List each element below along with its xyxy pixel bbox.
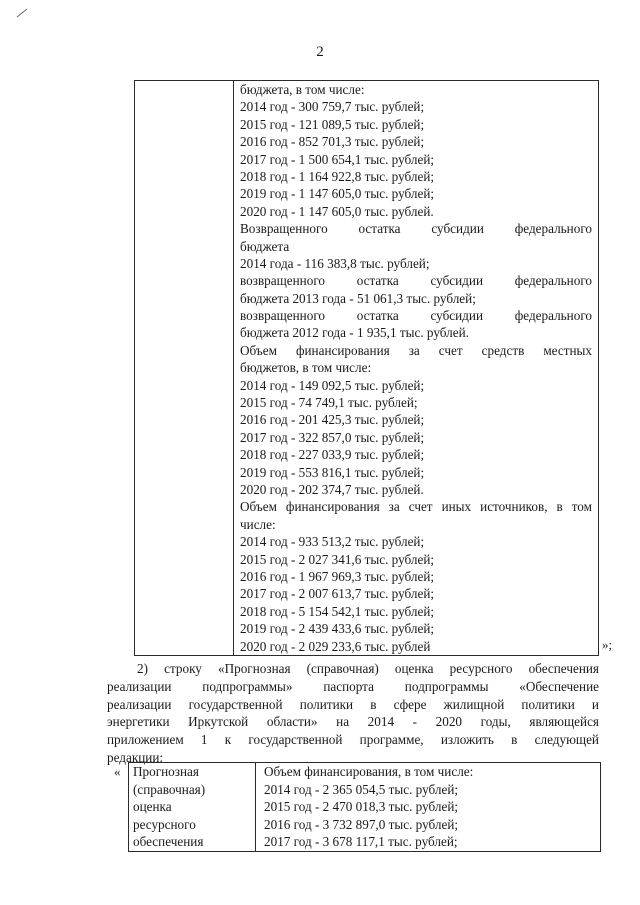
closing-quote-mark: »;	[602, 637, 613, 652]
paragraph-line: реализации подпрограммы» паспорта подпрограммы «Обеспечение	[107, 678, 599, 694]
page-number: 2	[316, 44, 324, 60]
financing-line: 2018 год - 5 154 542,1 тыс. рублей;	[240, 603, 435, 619]
financing-table-label-cell	[135, 81, 234, 656]
forecast-label-line: обеспечения	[133, 834, 204, 850]
forecast-table-label-cell	[129, 763, 256, 852]
forecast-table-content-cell	[256, 763, 601, 852]
financing-line: 2020 год - 202 374,7 тыс. рублей.	[240, 481, 424, 497]
financing-line: бюджетов, в том числе:	[240, 360, 372, 376]
paragraph-line: 2) строку «Прогнозная (справочная) оценка ресурсного обеспечения	[137, 661, 599, 676]
financing-line: 2014 года - 116 383,8 тыс. рублей;	[240, 255, 430, 271]
financing-line: числе:	[240, 516, 276, 532]
financing-line: возвращенного остатка субсидии федерального	[240, 273, 592, 289]
financing-line: бюджета, в том числе:	[240, 82, 365, 97]
financing-line: 2015 год - 74 749,1 тыс. рублей;	[240, 395, 418, 411]
forecast-value-line: 2017 год - 3 678 117,1 тыс. рублей;	[264, 834, 458, 850]
financing-line: Объем финансирования за счет иных источников, в том	[240, 499, 592, 515]
forecast-label-line: Прогнозная	[133, 764, 199, 779]
forecast-value-line: 2014 год - 2 365 054,5 тыс. рублей;	[264, 781, 459, 797]
amendment-paragraph	[107, 660, 599, 767]
financing-line: 2019 год - 553 816,1 тыс. рублей;	[240, 464, 425, 480]
financing-line: 2014 год - 933 513,2 тыс. рублей;	[240, 534, 425, 550]
paragraph-line: реализации государственной политики в сфере жилищной политики и	[107, 696, 599, 712]
financing-line: возвращенного остатка субсидии федерального	[240, 308, 592, 324]
financing-line: 2019 год - 2 439 433,6 тыс. рублей;	[240, 621, 435, 637]
financing-line: 2018 год - 1 164 922,8 тыс. рублей;	[240, 168, 435, 184]
forecast-value-line: 2015 год - 2 470 018,3 тыс. рублей;	[264, 799, 459, 815]
financing-line: 2016 год - 852 701,3 тыс. рублей;	[240, 134, 425, 150]
paragraph-line: редакции:	[107, 749, 164, 765]
financing-line: 2015 год - 121 089,5 тыс. рублей;	[240, 116, 425, 132]
forecast-label-line: оценка	[133, 799, 172, 815]
financing-line: 2016 год - 201 425,3 тыс. рублей;	[240, 412, 425, 428]
scan-mark	[16, 8, 28, 18]
forecast-table	[128, 762, 601, 852]
financing-line: 2020 год - 1 147 605,0 тыс. рублей.	[240, 203, 434, 219]
financing-line: 2014 год - 149 092,5 тыс. рублей;	[240, 377, 425, 393]
paragraph-line: приложением 1 к государственной программе, изложить в следующей	[107, 732, 599, 748]
financing-table-content-cell	[234, 81, 599, 656]
forecast-value-line: 2016 год - 3 732 897,0 тыс. рублей;	[264, 816, 459, 832]
forecast-label-line: ресурсного	[133, 816, 196, 832]
financing-line: 2016 год - 1 967 969,3 тыс. рублей;	[240, 568, 435, 584]
financing-line: бюджета	[240, 238, 290, 254]
financing-table	[134, 80, 599, 656]
financing-line: 2018 год - 227 033,9 тыс. рублей;	[240, 447, 425, 463]
financing-line: бюджета 2013 года - 51 061,3 тыс. рублей;	[240, 290, 476, 306]
financing-line: 2014 год - 300 759,7 тыс. рублей;	[240, 99, 425, 115]
financing-line: 2015 год - 2 027 341,6 тыс. рублей;	[240, 551, 435, 567]
opening-quote-mark: «	[114, 764, 121, 779]
financing-line: 2017 год - 322 857,0 тыс. рублей;	[240, 429, 425, 445]
financing-line: 2017 год - 1 500 654,1 тыс. рублей;	[240, 151, 435, 167]
financing-line: 2019 год - 1 147 605,0 тыс. рублей;	[240, 186, 435, 202]
financing-line: Объем финансирования за счет средств местных	[240, 342, 592, 358]
financing-line: 2020 год - 2 029 233,6 тыс. рублей	[240, 638, 431, 654]
forecast-value-line: Объем финансирования, в том числе:	[264, 764, 474, 779]
financing-line: 2017 год - 2 007 613,7 тыс. рублей;	[240, 586, 435, 602]
financing-line: бюджета 2012 года - 1 935,1 тыс. рублей.	[240, 325, 469, 341]
paragraph-line: энергетики Иркутской области» на 2014 - 2020 годы, являющейся	[107, 714, 599, 730]
financing-line: Возвращенного остатка субсидии федерального	[240, 221, 592, 237]
forecast-label-line: (справочная)	[133, 781, 206, 797]
